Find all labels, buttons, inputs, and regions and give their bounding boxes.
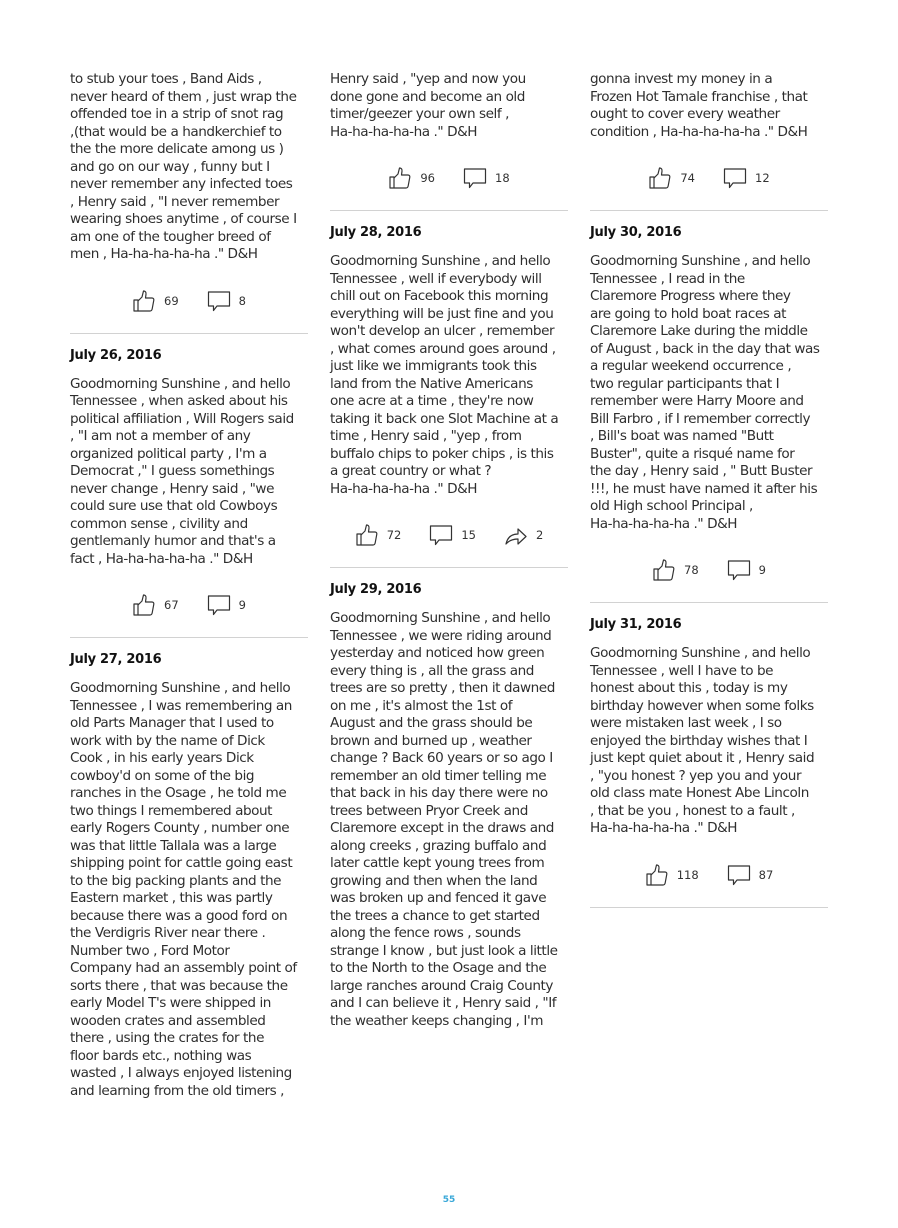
thumbs-up-icon [652,558,676,582]
thumbs-up-icon [388,166,412,190]
share-icon [504,523,528,547]
post-text: Goodmorning Sunshine , and hello Tennessee , I read in the Claremore Progress where they are going to hold boat races at Claremore Lake during the middle of August , back in the day that was a regular weekend occurrence , two regular participants that I remember were Harry Moore and Bill Farbro , if I remember correctly , Bill's boat was named "Butt Buster", quite a risqué name for the day , Henry said , " Butt Buster !!!, he must have named it after his old High school Principal , Ha-ha-ha-ha-ha ." D&H [590,253,820,532]
thumbs-up-icon [648,166,672,190]
comment-stat[interactable] [727,558,766,582]
comment-icon [727,863,751,887]
comment-stat[interactable] [207,593,246,617]
post-date: July 31, 2016 [590,617,682,632]
post-stats [70,590,308,620]
thumbs-up-icon [132,289,156,313]
comment-icon [727,558,751,582]
post-stats [590,163,828,193]
comment-count: 9 [238,598,246,612]
like-count: 69 [164,293,179,308]
like-stat[interactable] [388,166,435,190]
post-date: July 28, 2016 [330,225,422,240]
comment-stat[interactable] [463,166,510,190]
post-text-continued: gonna invest my money in a Frozen Hot Tamale franchise , that ought to cover every weather condition , Ha-ha-ha-ha-ha ." D&H [590,71,808,140]
post [330,568,568,1030]
post [590,211,828,603]
comment-count: 12 [755,171,770,185]
post-stats [330,163,568,193]
post [330,211,568,568]
comment-count: 18 [495,171,510,185]
post-text: Goodmorning Sunshine , and hello Tennessee , when asked about his political affiliation , Will Rogers said , "I am not a member of any organized political party , I'm a Democrat ," I guess somethings never change , Henry said , "we could sure use that old Cowboys common sense , civility and gentlemanly humor and that's a fact , Ha-ha-ha-ha-ha ." D&H [70,375,294,567]
post-date: July 30, 2016 [590,225,682,240]
comment-icon [429,523,453,547]
post-stats [590,555,828,585]
post-text-continued: to stub your toes , Band Aids , never heard of them , just wrap the offended toe in a strip of snot rag ,(that would be a handkerchief to the the more delicate among us ) and go on our way , funny but I never remember any infected toes , Henry said , "I never remember wearing shoes anytime , of course I am one of the tougher breed of men , Ha-ha-ha-ha-ha ." D&H [70,71,297,262]
post-date: July 29, 2016 [330,582,422,597]
post-date: July 27, 2016 [70,652,162,667]
comment-icon [463,166,487,190]
comment-count: 8 [238,293,246,308]
like-count: 118 [676,867,699,882]
page-number: 55 [442,1195,456,1205]
thumbs-up-icon [132,593,156,617]
post [70,638,308,1100]
post-text-continued: Henry said , "yep and now you done gone and become an old timer/geezer your own self , Ha-ha-ha-ha-ha ." D&H [330,71,526,140]
post-stats [330,520,568,550]
share-count: 2 [535,528,544,542]
post-stats [590,860,828,890]
comment-stat[interactable] [727,863,774,887]
like-stat[interactable] [355,523,402,547]
like-stat[interactable] [645,863,699,887]
like-count: 67 [164,598,179,612]
post-text: Goodmorning Sunshine , and hello Tennessee , well if everybody will chill out on Facebook this morning everything will be just fine and you won't develop an ulcer , remember , what comes around goes around , just like we immigrants took this land from the Native Americans one acre at a time , they're now taking it back one Slot Machine at a time , Henry said , "yep , from buffalo chips to poker chips , is this a great country or what ? Ha-ha-ha-ha-ha ." D&H [330,253,559,497]
like-stat[interactable] [132,593,179,617]
post [590,603,828,908]
like-stat[interactable] [652,558,699,582]
like-stat[interactable] [648,166,695,190]
thumbs-up-icon [645,863,669,887]
column-2 [330,71,568,1030]
share-stat[interactable] [504,523,543,547]
comment-stat[interactable] [429,523,476,547]
column-1 [70,71,308,1100]
comment-icon [207,593,231,617]
like-stat[interactable] [132,289,179,313]
divider [590,907,828,908]
like-count: 74 [680,171,695,185]
like-count: 72 [386,528,402,542]
comment-icon [723,166,747,190]
like-count: 96 [420,171,435,185]
comment-stat[interactable] [207,289,246,313]
post-date: July 26, 2016 [70,347,162,363]
thumbs-up-icon [355,523,379,547]
like-count: 78 [684,563,699,577]
column-3 [590,71,828,908]
comment-count: 9 [758,563,766,577]
post-text: Goodmorning Sunshine , and hello Tennessee , we were riding around yesterday and noticed how green every thing is , all the grass and trees are so pretty , then it dawned on me , it's almost the 1st of August and the grass should be brown and burned up , weather change ? Back 60 years or so ago I remember an old timer telling me that back in his day there were no trees between Pryor Creek and Claremore except in the draws and along creeks , grazing buffalo and later cattle kept young trees from growing and then when the land was broken up and fenced it gave the trees a chance to get started along the fence rows , sounds strange I know , but just look a little to the North to the Osage and the large ranches around Craig County and I can believe it , Henry said , "If the weather keeps changing , I'm [330,610,558,1029]
comment-count: 87 [758,867,774,882]
post [70,334,308,639]
comment-count: 15 [461,528,476,542]
post-text: Goodmorning Sunshine , and hello Tennessee , I was remembering an old Parts Manager that I used to work with by the name of Dick Cook , in his early years Dick cowboy'd on some of the big ranches in the Osage , he told me two things I remembered about early Rogers County , number one was that little Tallala was a large shipping point for cattle going east to the big packing plants and the Eastern market , this was partly because there was a good ford on the Verdigris River near there . Number two , Ford Motor Company had an assembly point of sorts there , that was because the early Model T's were shipped in wooden crates and assembled there , using the crates for the floor bards etc., nothing was wasted , I always enjoyed listening and learning from the old timers , [70,680,297,1099]
comment-icon [207,289,231,313]
post-stats [70,286,308,316]
comment-stat[interactable] [723,166,770,190]
post-text: Goodmorning Sunshine , and hello Tennessee , well I have to be honest about this , today is my birthday however when some folks were mistaken last week , I so enjoyed the birthday wishes that I just kept quiet about it , Henry said , "you honest ? yep you and your old class mate Honest Abe Lincoln , that be you , honest to a fault , Ha-ha-ha-ha-ha ." D&H [590,645,815,836]
